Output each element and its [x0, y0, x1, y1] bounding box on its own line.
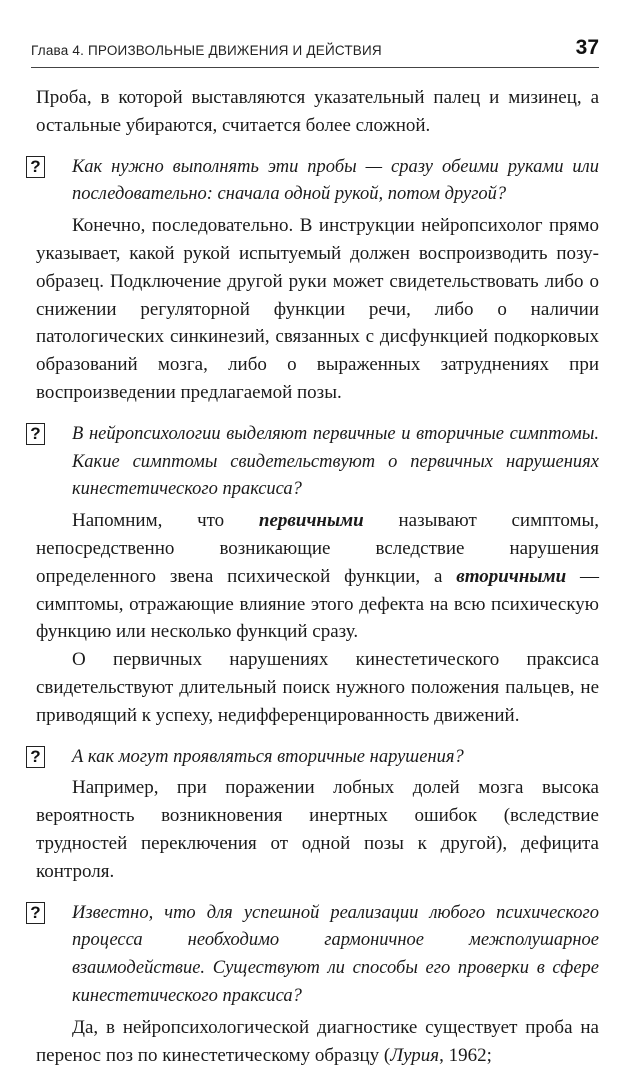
page-body: [30, 84, 599, 1069]
question-block-3: [30, 744, 599, 772]
answer-text: Напомним, что: [72, 510, 259, 532]
answer-text: — симптомы, отражающие влияние этого дефекта на всю психическую функцию или несколько функций сразу.: [36, 565, 599, 643]
answer-paragraph: [36, 1014, 599, 1069]
term-secondary: вторичными: [456, 565, 567, 587]
answer-paragraph: О первичных нарушениях кинестетического праксиса свидетельствуют длительный поиск нужного положения пальцев, не приводящий к успеху, недифференцированность движений.: [36, 649, 599, 726]
answer-text: называют симптомы, непосредственно возникающие вследствие нарушения определенного звена психической функции, а: [36, 510, 599, 587]
question-box-icon: ?: [26, 156, 45, 178]
question-text: А как могут проявляться вторичные нарушения?: [72, 746, 464, 767]
intro-paragraph: Проба, в которой выставляются указательный палец и мизинец, а остальные убираются, считается более сложной.: [36, 87, 599, 136]
answer-text: Да, в нейропсихологической диагностике существует проба на перенос поз по кинестетическому образцу (: [36, 1016, 599, 1066]
answer-paragraph: Например, при поражении лобных долей мозга высока вероятность возникновения инертных ошибок (вследствие трудностей переключения от одной позы к другой), дефицита контроля.: [36, 777, 599, 882]
term-primary: первичными: [258, 510, 364, 532]
question-box-icon: ?: [26, 746, 45, 768]
page-number: 37: [575, 36, 599, 59]
question-text: Как нужно выполнять эти пробы — сразу обеими руками или последовательно: сначала одной рукой, потом другой?: [72, 156, 599, 205]
answer-text: , 1962;: [439, 1044, 492, 1066]
question-block-4: [30, 900, 599, 1011]
question-block-2: [30, 421, 599, 504]
question-text: В нейропсихологии выделяют первичные и вторичные симптомы. Какие симптомы свидетельствуют о первичных нарушениях кинестетического праксиса?: [72, 423, 599, 500]
answer-paragraph: Конечно, последовательно. В инструкции нейропсихолог прямо указывает, какой рукой испытуемый должен воспроизводить позу-образец. Подключение другой руки может свидетельствовать либо о снижении регуляторной функции речи, либо о наличии патологических синкинезий, связанных с дисфункцией подкорковых образований мозга, либо о выраженных затруднениях при воспроизведении предлагаемой позы.: [36, 215, 599, 403]
question-block-1: [30, 154, 599, 210]
running-head: Глава 4. ПРОИЗВОЛЬНЫЕ ДВИЖЕНИЯ И ДЕЙСТВИЯ: [31, 43, 382, 58]
question-box-icon: ?: [26, 902, 45, 924]
answer-paragraph: [36, 507, 599, 646]
question-box-icon: ?: [26, 423, 45, 445]
citation-author: Лурия: [390, 1044, 440, 1066]
page-header: [31, 36, 599, 66]
header-rule: [31, 67, 599, 68]
question-text: Известно, что для успешной реализации любого психического процесса необходимо гармоничное межполушарное взаимодействие. Существуют ли способы его проверки в сфере кинестетического праксиса?: [72, 902, 599, 1006]
